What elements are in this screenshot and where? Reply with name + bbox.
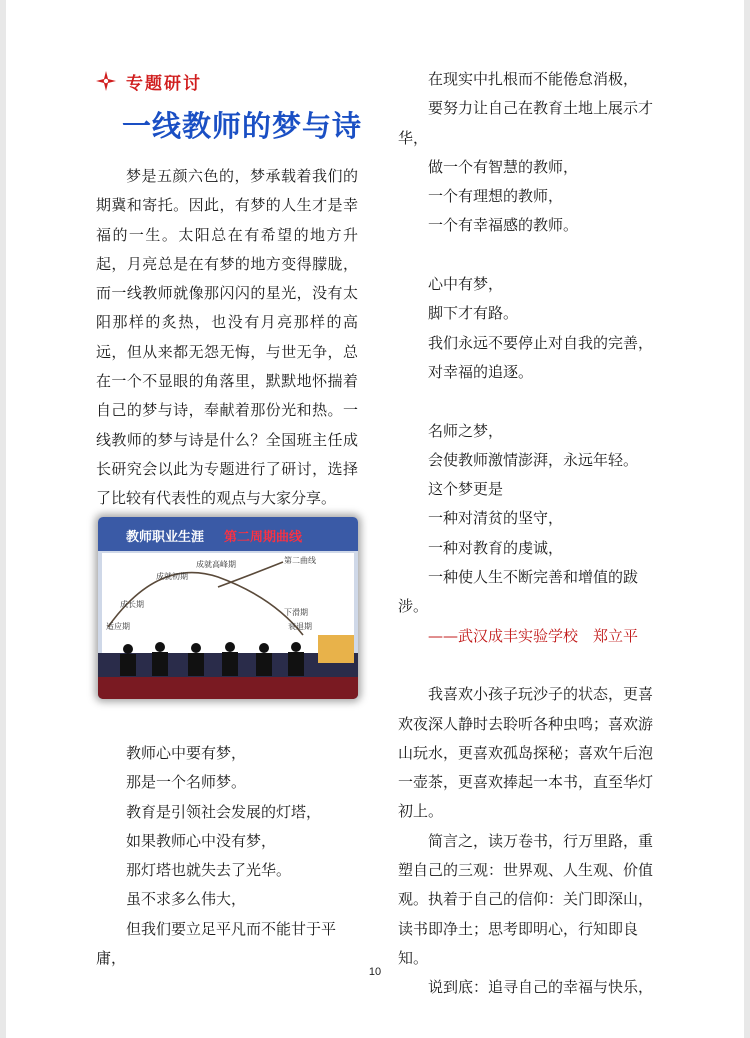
curve-label: 第二曲线: [284, 556, 316, 565]
poem-line: 在现实中扎根而不能倦怠消极，: [428, 70, 639, 88]
poem-line: 教师心中要有梦，: [126, 744, 247, 762]
poem-line: 心中有梦，: [428, 275, 504, 294]
poem-line: 那灯塔也就失去了光华。: [126, 861, 292, 880]
stanza-break: [398, 387, 660, 416]
poem-line: 会使教师激情澎湃，永远年轻。: [428, 450, 639, 469]
article-title: 一线教师的梦与诗: [122, 109, 363, 143]
left-poem: [96, 739, 358, 973]
curve-label: 适应期: [106, 622, 130, 631]
poem-line: 做一个有智慧的教师，: [428, 157, 579, 176]
poem-line: 对幸福的追逐。: [428, 362, 534, 381]
conference-photo: [98, 517, 358, 699]
author-signature: ——武汉成丰实验学校 郑立平: [428, 626, 639, 645]
poem-line: 一个有幸福感的教师。: [428, 216, 579, 235]
four-point-star-icon: [96, 71, 116, 91]
poem-line: 如果教师心中没有梦，: [126, 831, 277, 850]
page-number: 10: [368, 966, 382, 978]
poem-line: 一种对清贫的坚守，: [428, 509, 564, 528]
poem-line: 要努力让自己在教育土地上展示才华，: [398, 99, 654, 147]
conference-photo-image: [98, 517, 358, 699]
intro-text: 梦是五颜六色的，梦承载着我们的期冀和寄托。因此，有梦的人生才是幸福的一生。太阳总在有希望的地方升起，月亮总是在有梦的地方变得朦胧，而一线教师就像那闪闪的星光，没有太阳那样的炙热，也没有月亮那样的高远，但从来都无怨无悔，与世无争，总在一个不显眼的角落里，默默地怀揣着自己的梦与诗，奉献着那份光和热。一线教师的梦与诗是什么？全国班主任成长研究会以此为专题进行了研讨，选择了比较有代表性的观点与大家分享。: [96, 167, 358, 508]
poem-line: 一种对教育的虔诚，: [428, 538, 564, 557]
curve-label: 衰退期: [288, 622, 312, 631]
curve-label: 成长期: [120, 600, 144, 609]
poem-line: 那是一个名师梦。: [126, 773, 247, 792]
poem-line: 我们永远不要停止对自我的完善，: [428, 333, 654, 352]
poem-line: 一个有理想的教师，: [428, 187, 564, 206]
stanza-break: [398, 651, 660, 680]
page-edge-left: [0, 0, 6, 1038]
slide-title: 教师职业生涯: [126, 530, 205, 545]
essay-paragraph: 我喜欢小孩子玩沙子的状态，更喜欢夜深人静时去聆听各种虫鸣；喜欢游山玩水，更喜欢孤岛探秘；喜欢午后泡一壶茶，更喜欢捧起一本书，直至华灯初上。: [398, 685, 654, 821]
curve-label: 下滑期: [284, 608, 308, 617]
intro-paragraph: [96, 162, 358, 514]
essay-paragraph: 说到底：追寻自己的幸福与快乐，: [428, 978, 654, 997]
poem-line: 脚下才有路。: [428, 304, 519, 323]
poem-line: 名师之梦，: [428, 421, 504, 440]
right-column: [398, 65, 660, 1003]
section-header: [96, 68, 202, 94]
poem-line: 虽不求多么伟大，: [126, 890, 247, 909]
section-label: 专题研讨: [126, 73, 202, 94]
curve-label: 成就初期: [156, 572, 188, 581]
poem-line: 但我们要立足平凡而不能甘于平庸，: [96, 919, 337, 968]
curve-label: 成就高峰期: [196, 560, 236, 569]
poem-line: 这个梦更是: [428, 480, 504, 499]
essay-paragraph: 简言之，读万卷书，行万里路，重塑自己的三观：世界观、人生观、价值观。执着于自己的信仰：关门即深山，读书即净土；思考即明心，行知即良知。: [398, 831, 654, 967]
poem-line: 一种使人生不断完善和增值的跋涉。: [398, 568, 639, 616]
stanza-break: [398, 241, 660, 270]
slide-title-red: 第二周期曲线: [224, 530, 303, 545]
page-edge-right: [744, 0, 750, 1038]
poem-line: 教育是引领社会发展的灯塔，: [126, 802, 322, 821]
